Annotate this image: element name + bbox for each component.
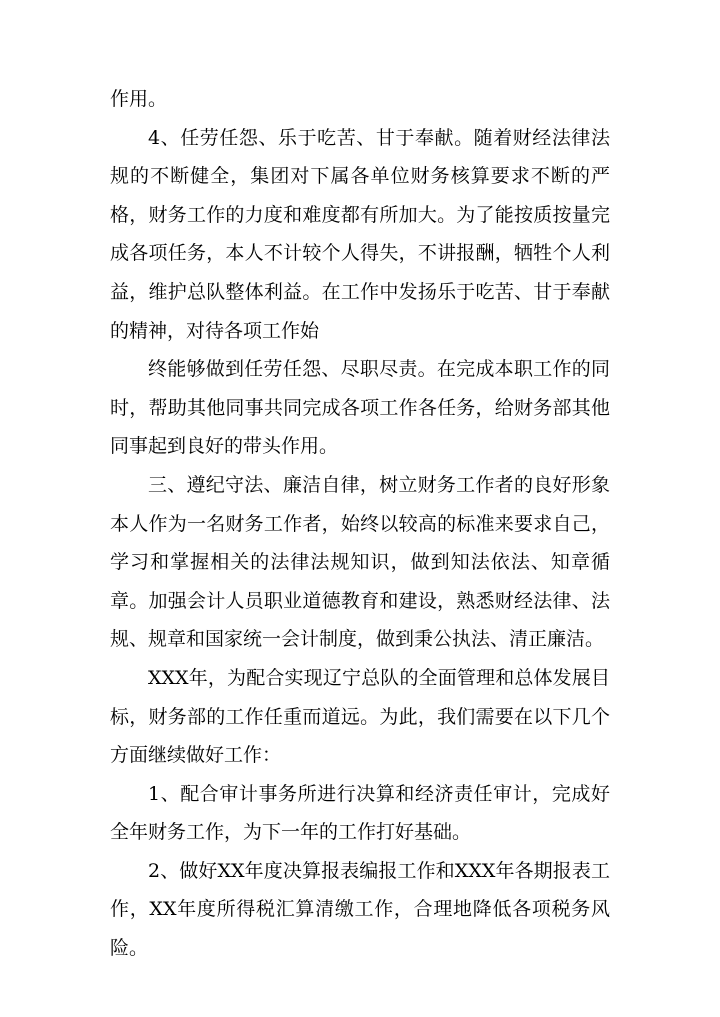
paragraph-3: 终能够做到任劳任怨、尽职尽责。在完成本职工作的同时，帮助其他同事共同完成各项工作各任务，给财务部其他同事起到良好的带头作用。 — [110, 358, 610, 458]
paragraph-6: 1、配合审计事务所进行决算和经济责任审计，完成好全年财务工作，为下一年的工作打好基础。 — [110, 782, 610, 844]
paragraph-7: 2、做好XX年度决算报表编报工作和XXX年各期报表工作，XX年度所得税汇算清缴工作，合理地降低各项税务风险。 — [110, 859, 610, 960]
paragraph-5: XXX年，为配合实现辽宁总队的全面管理和总体发展目标，财务部的工作任重而道远。为此，我们需要在以下几个方面继续做好工作： — [110, 666, 610, 767]
paragraph-4: 三、遵纪守法、廉洁自律，树立财务工作者的良好形象本人作为一名财务工作者，始终以较高的标准来要求自己，学习和掌握相关的法律法规知识，做到知法依法、知章循章。加强会计人员职业道德教育和建设，熟悉财经法律、法规、规章和国家统一会计制度，做到秉公执法、清正廉洁。 — [110, 473, 610, 651]
document-body — [110, 80, 610, 968]
paragraph-1: 作用。 — [110, 88, 168, 110]
paragraph-2: 4、任劳任怨、乐于吃苦、甘于奉献。随着财经法律法规的不断健全，集团对下属各单位财务核算要求不断的严格，财务工作的力度和难度都有所加大。为了能按质按量完成各项任务，本人不计较个人得失，不讲报酬，牺牲个人利益，维护总队整体利益。在工作中发扬乐于吃苦、甘于奉献的精神，对待各项工作始 — [110, 126, 610, 342]
